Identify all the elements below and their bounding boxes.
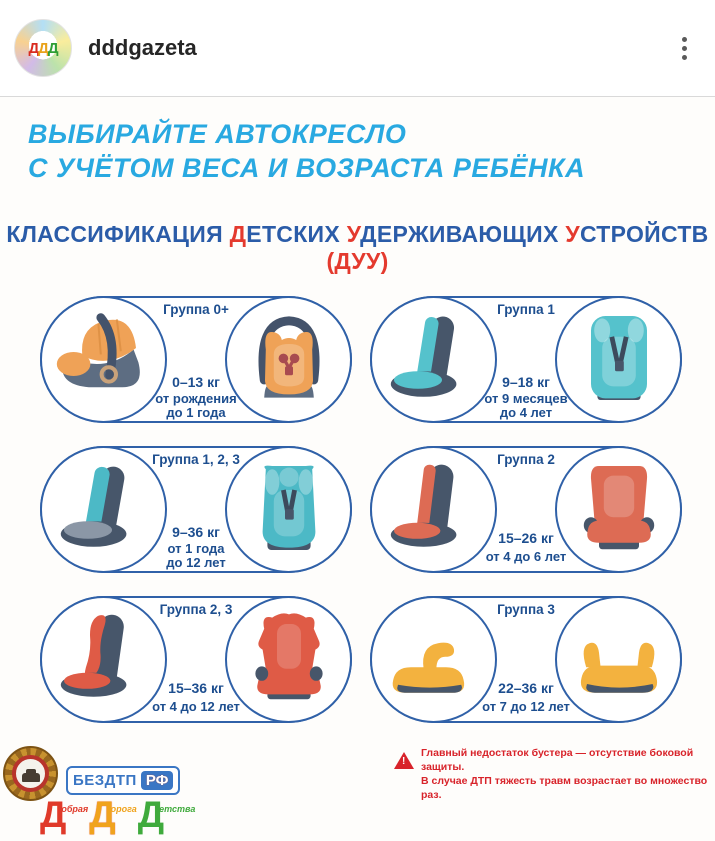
group-age: от рождения до 1 года [155, 391, 237, 420]
post-image[interactable] [0, 97, 715, 841]
group-label: Группа 0+ [163, 302, 229, 317]
warning-triangle-icon: ! [394, 752, 414, 769]
more-options-icon[interactable] [674, 29, 695, 68]
group-age: от 4 до 12 лет [152, 699, 240, 714]
gibdd-emblem-icon [3, 746, 58, 801]
group-card-0plus [35, 288, 365, 438]
group-label: Группа 2, 3 [159, 602, 233, 617]
poster-footer [0, 738, 715, 841]
poster-subtitle: КЛАССИФИКАЦИЯ ДЕТСКИХ УДЕРЖИВАЮЩИХ УСТРОЙСТВ (ДУУ) [6, 221, 709, 274]
group-weight: 9–36 кг [172, 524, 220, 540]
post-header [0, 0, 715, 97]
poster-title-line2: С УЧЁТОМ ВЕСА И ВОЗРАСТА РЕБЁНКА [28, 153, 586, 183]
booster-warning [394, 746, 710, 802]
group-weight: 22–36 кг [498, 680, 554, 696]
group-card-2 [365, 438, 695, 588]
group-weight: 9–18 кг [502, 374, 550, 390]
group-card-3 [365, 588, 695, 738]
warning-line1: Главный недостаток бустера — отсутствие боковой защиты. [421, 747, 694, 773]
avatar[interactable] [14, 19, 72, 77]
group-card-123 [35, 438, 365, 588]
group-card-23 [35, 588, 365, 738]
poster-title-line1: ВЫБИРАЙТЕ АВТОКРЕСЛО [28, 119, 407, 149]
poster-title [0, 97, 715, 185]
group-age: от 4 до 6 лет [485, 549, 567, 564]
username-link[interactable]: dddgazeta [88, 35, 197, 60]
group-age: от 7 до 12 лет [482, 699, 570, 714]
ddd-gazeta-logo: $Д^{обрая}Д^{орога}Д^{етства}$ [40, 794, 196, 835]
bezdtp-logo: БЕЗДТП РФ [66, 766, 180, 795]
avatar-ddd-letters: ДДД [28, 39, 58, 57]
group-weight: 15–26 кг [498, 530, 554, 546]
warning-line2: В случае ДТП тяжесть травм возрастает во множество раз. [421, 775, 708, 801]
group-label: Группа 2 [497, 452, 555, 467]
group-age: от 9 месяцев до 4 лет [484, 391, 568, 420]
group-card-1 [365, 288, 695, 438]
group-label: Группа 1, 2, 3 [152, 452, 240, 467]
group-weight: 0–13 кг [172, 374, 220, 390]
group-label: Группа 3 [497, 602, 555, 617]
groups-grid [0, 288, 715, 738]
group-weight: 15–36 кг [168, 680, 224, 696]
group-label: Группа 1 [497, 302, 555, 317]
group-age: от 1 года до 12 лет [166, 541, 226, 570]
